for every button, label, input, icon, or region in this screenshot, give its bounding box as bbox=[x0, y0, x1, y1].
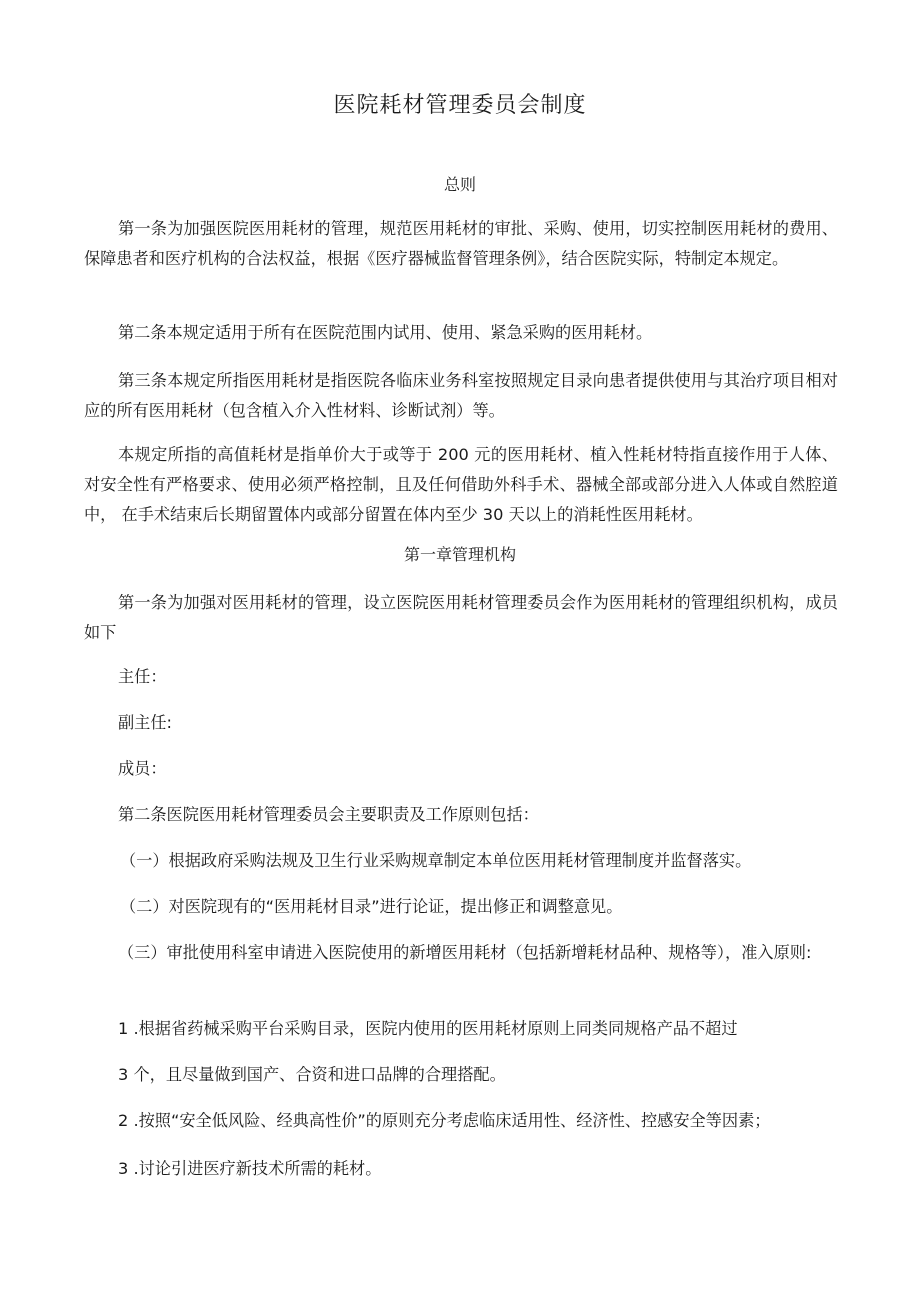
duty-item-1: （一）根据政府采购法规及卫生行业采购规章制定本单位医用耗材管理制度并监督落实。 bbox=[120, 851, 752, 870]
duty-item-2: （二）对医院现有的“医用耗材目录”进行论证，提出修正和调整意见。 bbox=[120, 897, 623, 916]
deputy-director-label: 副主任: bbox=[118, 713, 173, 732]
high-value-definition: 本规定所指的高值耗材是指单价大于或等于 200 元的医用耗材、植入性耗材特指直接作用于人体、对安全性有严格要求、使用必须严格控制，且及任何借助外科手术、器械全部或部分进入人体或自然腔道中， 在手术结束后长期留置体内或部分留置在体内至少 30 天以上的消耗性医用耗材。 bbox=[84, 445, 838, 524]
admission-rule-1a: 1 .根据省药械采购平台采购目录，医院内使用的医用耗材原则上同类同规格产品不超过 bbox=[118, 1019, 738, 1038]
admission-rule-2: 2 .按照“安全低风险、经典高性价”的原则充分考虑临床适用性、经济性、控感安全等因素； bbox=[118, 1111, 771, 1130]
general-article-2: 第二条本规定适用于所有在医院范围内试用、使用、紧急采购的医用耗材。 bbox=[118, 323, 653, 342]
admission-rule-1b: 3 个，且尽量做到国产、合资和进口品牌的合理搭配。 bbox=[118, 1065, 506, 1084]
chapter1-article-2: 第二条医院医用耗材管理委员会主要职责及工作原则包括： bbox=[118, 805, 539, 824]
general-article-1: 第一条为加强医院医用耗材的管理，规范医用耗材的审批、采购、使用，切实控制医用耗材的费用、保障患者和医疗机构的合法权益，根据《医疗器械监督管理条例》，结合医院实际，特制定本规定。 bbox=[84, 219, 838, 268]
document-title: 医院耗材管理委员会制度 bbox=[333, 93, 587, 118]
members-label: 成员： bbox=[118, 759, 167, 778]
director-label: 主任： bbox=[118, 667, 167, 686]
chapter-1-heading: 第一章管理机构 bbox=[403, 545, 516, 564]
general-article-3: 第三条本规定所指医用耗材是指医院各临床业务科室按照规定目录向患者提供使用与其治疗项目相对应的所有医用耗材（包含植入介入性材料、诊断试剂）等。 bbox=[84, 371, 838, 420]
chapter1-article-1: 第一条为加强对医用耗材的管理，设立医院医用耗材管理委员会作为医用耗材的管理组织机构，成员如下 bbox=[84, 593, 838, 642]
duty-item-3: （三）审批使用科室申请进入医院使用的新增医用耗材（包括新增耗材品种、规格等），准入原则: bbox=[118, 943, 812, 962]
admission-rule-3: 3 .讨论引进医疗新技术所需的耗材。 bbox=[118, 1159, 382, 1178]
section-heading-general: 总则 bbox=[443, 175, 476, 194]
